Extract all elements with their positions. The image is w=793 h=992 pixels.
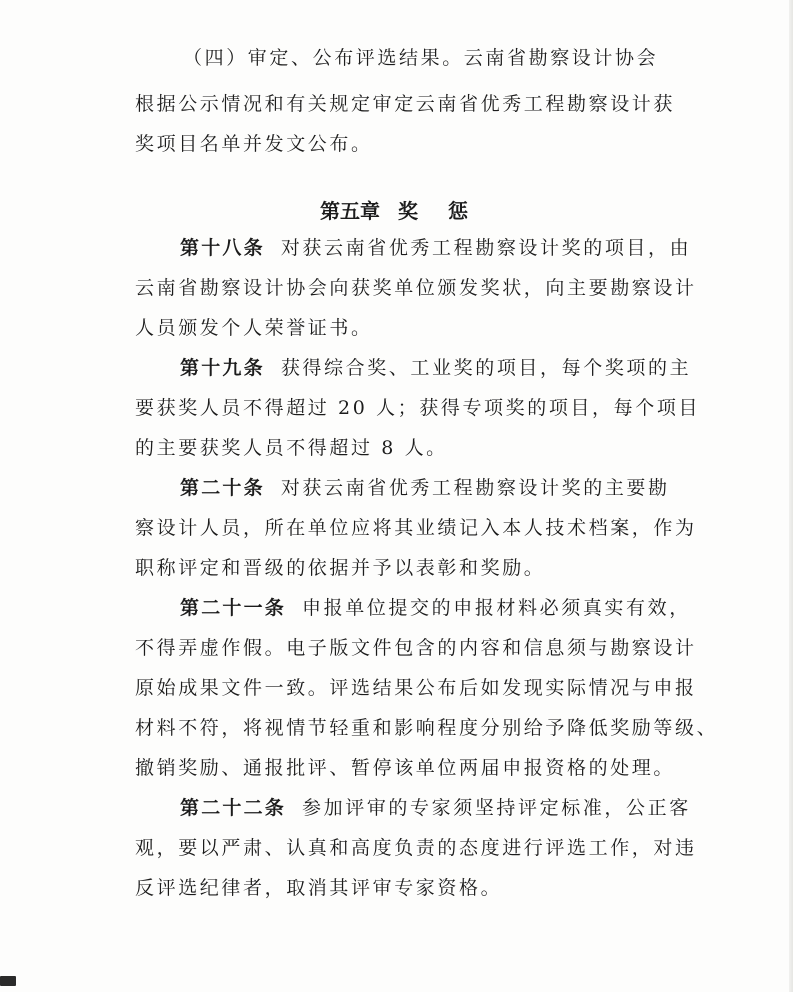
article-22-title: 第二十二条	[180, 797, 287, 819]
article-19-line-1	[180, 356, 691, 380]
article-21-line-1	[180, 596, 691, 620]
article-18-title: 第十八条	[180, 237, 265, 259]
article-22-line-2: 观，要以严肃、认真和高度负责的态度进行评选工作，对违	[135, 837, 697, 859]
article-21-line-5: 撤销奖励、通报批评、暂停该单位两届申报资格的处理。	[135, 757, 676, 779]
article-18-text-1: 对获云南省优秀工程勘察设计奖的项目，由	[280, 237, 692, 259]
chapter-number: 第五章	[320, 199, 380, 223]
article-20-line-3: 职称评定和晋级的依据并予以表彰和奖励。	[135, 557, 546, 579]
article-20-text-1: 对获云南省优秀工程勘察设计奖的主要勘	[280, 477, 670, 499]
article-21-line-2: 不得弄虚作假。电子版文件包含的内容和信息须与勘察设计	[135, 637, 697, 659]
article-21-line-4: 材料不符，将视情节轻重和影响程度分别给予降低奖励等级、	[135, 717, 719, 739]
article-22-line-1	[180, 796, 691, 820]
article-21-title: 第二十一条	[180, 597, 287, 619]
chapter-title-part-2: 惩	[448, 199, 468, 223]
chapter-title-part-1: 奖	[398, 199, 418, 223]
article-19-text-1: 获得综合奖、工业奖的项目，每个奖项的主	[280, 357, 692, 379]
article-20-line-2: 察设计人员，所在单位应将其业绩记入本人技术档案，作为	[135, 517, 697, 539]
article-22-line-3: 反评选纪律者，取消其评审专家资格。	[135, 877, 503, 899]
article-19-title: 第十九条	[180, 357, 265, 379]
intro-line-2: 根据公示情况和有关规定审定云南省优秀工程勘察设计获	[135, 93, 676, 115]
article-18-line-1	[180, 236, 691, 260]
corner-scan-mark	[0, 976, 16, 986]
article-22-text-1: 参加评审的专家须坚持评定标准，公正客	[302, 797, 691, 819]
article-18-line-2: 云南省勘察设计协会向获奖单位颁发奖状，向主要勘察设计	[135, 277, 697, 299]
article-21-line-3: 原始成果文件一致。评选结果公布后如发现实际情况与申报	[135, 677, 697, 699]
article-21-text-1: 申报单位提交的申报材料必须真实有效，	[302, 597, 691, 619]
intro-line-3: 奖项目名单并发文公布。	[135, 133, 373, 155]
article-19-line-2: 要获奖人员不得超过 20 人；获得专项奖的项目，每个项目	[135, 397, 701, 419]
article-18-line-3: 人员颁发个人荣誉证书。	[135, 317, 373, 339]
article-20-title: 第二十条	[180, 477, 265, 499]
article-20-line-1	[180, 476, 670, 500]
article-19-line-3: 的主要获奖人员不得超过 8 人。	[135, 437, 448, 459]
scan-edge-shadow	[789, 0, 793, 992]
intro-line-1: （四）审定、公布评选结果。云南省勘察设计协会	[183, 47, 659, 69]
chapter-heading	[320, 199, 468, 223]
